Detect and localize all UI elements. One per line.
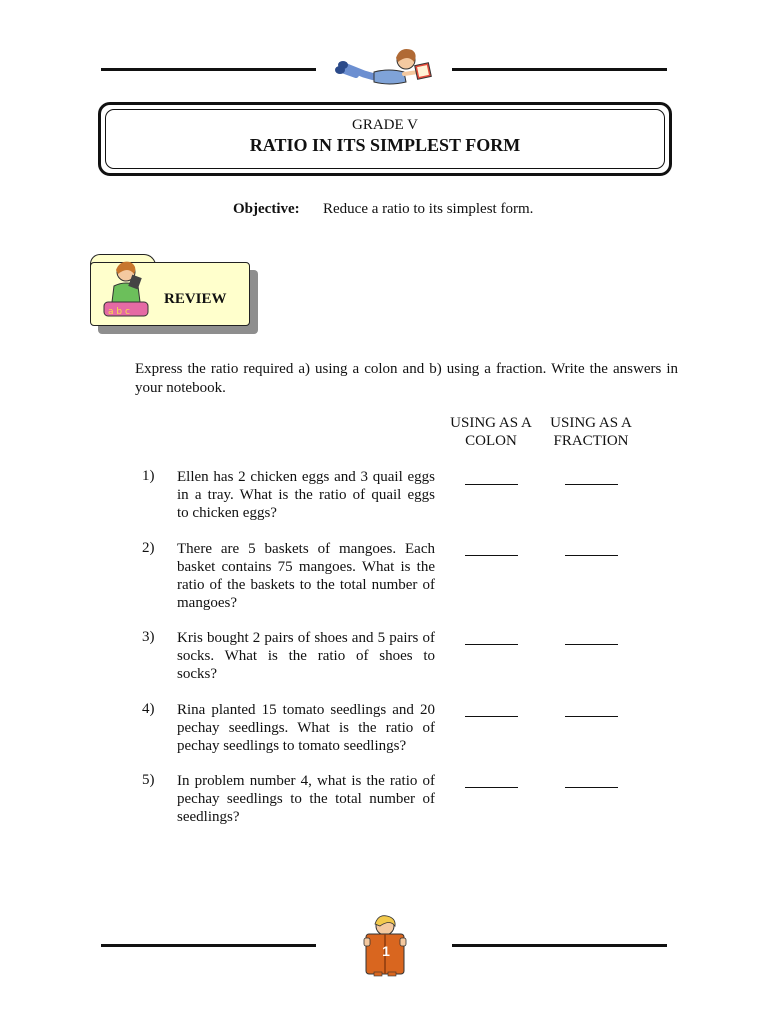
answer-blank-fraction (565, 716, 618, 717)
question-number: 1) (142, 468, 155, 484)
column-header-colon-line1: USING AS A (450, 415, 532, 431)
question-line: socks? (177, 666, 217, 682)
column-header-colon (449, 414, 533, 450)
answer-blank-fraction (565, 787, 618, 788)
question-line: basket contains 75 mangoes. What is the (177, 559, 435, 575)
review-label: REVIEW (164, 291, 227, 307)
question-line: seedlings? (177, 809, 240, 825)
question-text (177, 772, 435, 826)
column-header-fraction-line1: USING AS A (550, 415, 632, 431)
answer-blank-colon (465, 644, 518, 645)
footer-rule-right (452, 944, 667, 947)
answer-blank-fraction (565, 644, 618, 645)
svg-text:a b c: a b c (108, 307, 130, 317)
question-number: 3) (142, 629, 155, 645)
question-text (177, 468, 435, 522)
question-line: Kris bought 2 pairs of shoes and 5 pairs of (177, 630, 435, 646)
page-number: 1 (382, 943, 390, 959)
answer-blank-colon (465, 555, 518, 556)
question-text (177, 701, 435, 755)
question-text (177, 629, 435, 683)
question-number: 2) (142, 540, 155, 556)
footer-rule-left (101, 944, 316, 947)
question-line: pechay seedlings to tomato seedlings? (177, 738, 407, 754)
question-number: 4) (142, 701, 155, 717)
grade-label: GRADE V (352, 117, 418, 133)
answer-blank-fraction (565, 555, 618, 556)
question-line: Rina planted 15 tomato seedlings and 20 (177, 702, 435, 718)
objective-label: Objective: (233, 201, 300, 217)
question-line: ratio of the baskets to the total number of (177, 577, 435, 593)
question-text (177, 540, 435, 612)
title-box (98, 102, 672, 176)
answer-blank-colon (465, 787, 518, 788)
question-line: Ellen has 2 chicken eggs and 3 quail eggs (177, 469, 435, 485)
worksheet-title: RATIO IN ITS SIMPLEST FORM (249, 135, 521, 155)
question-line: In problem number 4, what is the ratio of (177, 773, 435, 789)
column-header-colon-line2: COLON (465, 433, 517, 449)
column-header-fraction-line2: FRACTION (553, 433, 629, 449)
objective-text: Reduce a ratio to its simplest form. (323, 201, 534, 217)
question-line: pechay seedlings. What is the ratio of (177, 720, 435, 736)
answer-blank-colon (465, 716, 518, 717)
header-rule-right (452, 68, 667, 71)
reading-child-icon (100, 258, 152, 320)
column-header-fraction (549, 414, 633, 450)
reading-girl-icon (334, 44, 436, 94)
question-number: 5) (142, 772, 155, 788)
question-line: to chicken eggs? (177, 505, 277, 521)
answer-blank-fraction (565, 484, 618, 485)
answer-blank-colon (465, 484, 518, 485)
question-line: There are 5 baskets of mangoes. Each (177, 541, 435, 557)
question-line: pechay seedlings to the total number of (177, 791, 435, 807)
question-line: in a tray. What is the ratio of quail eggs (177, 487, 435, 503)
question-line: mangoes? (177, 595, 237, 611)
question-line: socks. What is the ratio of shoes to (177, 648, 435, 664)
instructions-text: Express the ratio required a) using a colon and b) using a fraction. Write the answers in your notebook. (135, 361, 678, 396)
objective (233, 201, 533, 218)
header-rule-left (101, 68, 316, 71)
